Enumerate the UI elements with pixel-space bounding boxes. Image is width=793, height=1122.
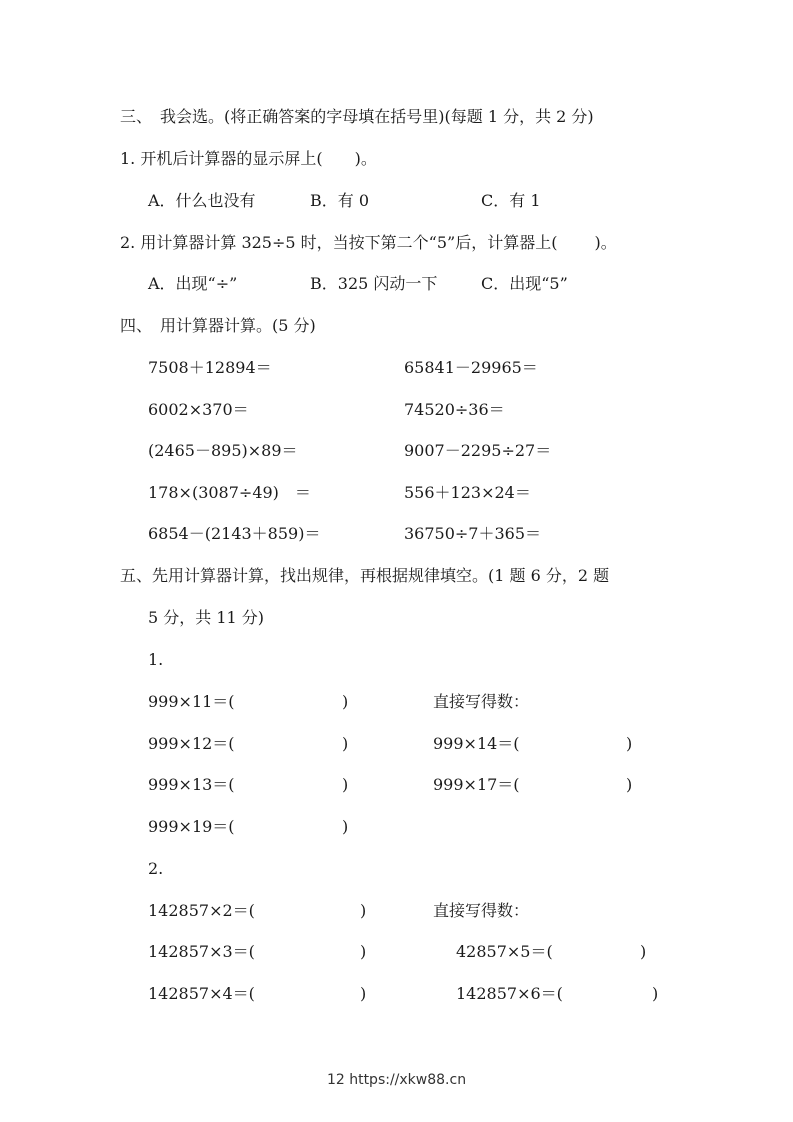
p2-right-1-close: ): [640, 942, 647, 961]
p1-right-1: 999×14＝(: [433, 734, 520, 753]
calc-left-1: 7508＋12894＝: [148, 358, 272, 377]
calc-left-2: 6002×370＝: [148, 400, 249, 419]
q1-option-c: C．有 1: [481, 191, 541, 210]
p1-right-2-close: ): [626, 775, 633, 794]
p1-left-4: 999×19＝(: [148, 817, 235, 836]
section3-heading: 三、 我会选。(将正确答案的字母填在括号里)(每题 1 分，共 2 分): [120, 107, 594, 126]
p2-left-2-close: ): [360, 942, 367, 961]
p2-right-1: 42857×5＝(: [456, 942, 553, 961]
p2-right-2-close: ): [652, 984, 659, 1003]
p2-left-1-close: ): [360, 901, 367, 920]
problem1-label: 1.: [148, 650, 164, 669]
calc-right-4: 556＋123×24＝: [404, 483, 531, 502]
p2-left-2: 142857×3＝(: [148, 942, 255, 961]
calc-left-4: 178×(3087÷49) ＝: [148, 483, 311, 502]
p2-left-1: 142857×2＝(: [148, 901, 255, 920]
calc-right-1: 65841－29965＝: [404, 358, 538, 377]
p1-right-1-close: ): [626, 734, 633, 753]
p1-left-4-close: ): [342, 817, 349, 836]
section4-heading: 四、 用计算器计算。(5 分): [120, 316, 316, 335]
calc-right-5: 36750÷7＋365＝: [404, 524, 542, 543]
section5-heading-cont: 5 分，共 11 分): [148, 608, 265, 627]
q1-stem: 1. 开机后计算器的显示屏上( )。: [120, 149, 377, 168]
q1-option-b: B．有 0: [310, 191, 370, 210]
p2-left-3: 142857×4＝(: [148, 984, 255, 1003]
page-footer: 12 https://xkw88.cn: [326, 1072, 467, 1088]
p2-direct-label: 直接写得数：: [433, 901, 530, 920]
p1-left-3-close: ): [342, 775, 349, 794]
q1-option-a: A．什么也没有: [148, 191, 256, 210]
p1-direct-label: 直接写得数：: [433, 692, 530, 711]
q2-stem: 2. 用计算器计算 325÷5 时，当按下第二个“5”后，计算器上( )。: [120, 233, 617, 252]
q2-option-c: C．出现“5”: [481, 274, 568, 293]
p1-right-2: 999×17＝(: [433, 775, 520, 794]
problem2-label: 2.: [148, 859, 164, 878]
q2-option-b: B．325 闪动一下: [310, 274, 438, 293]
p1-left-1: 999×11＝(: [148, 692, 235, 711]
p1-left-2-close: ): [342, 734, 349, 753]
calc-right-2: 74520÷36＝: [404, 400, 505, 419]
section5-heading: 五、先用计算器计算，找出规律，再根据规律填空。(1 题 6 分，2 题: [120, 566, 610, 585]
calc-left-5: 6854－(2143＋859)＝: [148, 524, 321, 543]
p2-left-3-close: ): [360, 984, 367, 1003]
p1-left-1-close: ): [342, 692, 349, 711]
p2-right-2: 142857×6＝(: [456, 984, 563, 1003]
calc-right-3: 9007－2295÷27＝: [404, 441, 552, 460]
p1-left-3: 999×13＝(: [148, 775, 235, 794]
calc-left-3: (2465－895)×89＝: [148, 441, 298, 460]
p1-left-2: 999×12＝(: [148, 734, 235, 753]
q2-option-a: A．出现“÷”: [148, 274, 238, 293]
